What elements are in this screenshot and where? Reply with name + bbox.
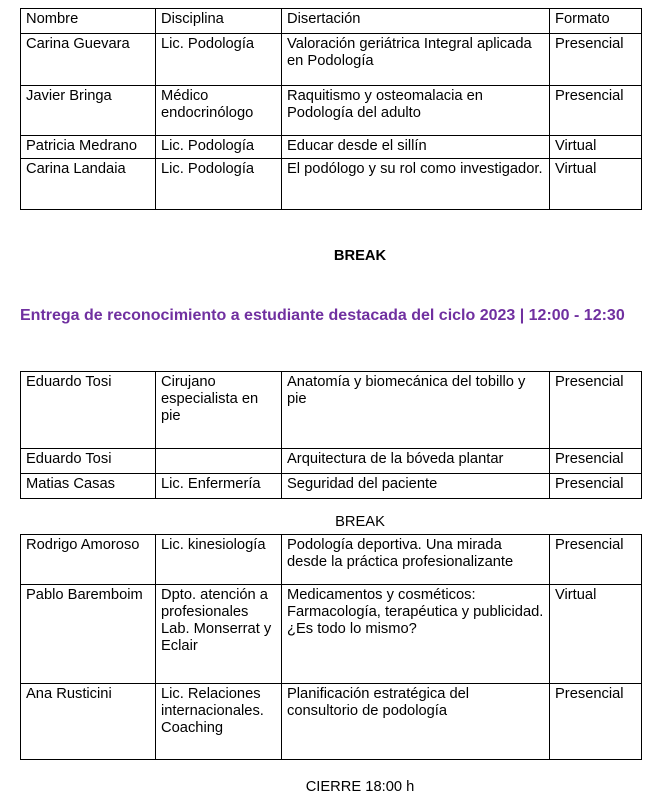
table-row: [21, 136, 642, 159]
award-heading: Entrega de reconocimiento a estudiante destacada del ciclo 2023 | 12:00 - 12:30: [20, 307, 625, 324]
cell-nombre: Rodrigo Amoroso: [21, 535, 156, 585]
table-row: [21, 474, 642, 499]
cell-nombre: Pablo Baremboim: [21, 585, 156, 684]
break-label-mid: BREAK: [335, 514, 385, 530]
cell-disciplina: Lic. Podología: [156, 136, 282, 159]
cell-disciplina: Lic. Podología: [156, 159, 282, 210]
table-row: [21, 34, 642, 86]
cell-nombre: Carina Landaia: [21, 159, 156, 210]
break-label-top: BREAK: [333, 248, 387, 264]
cell-disertacion: Anatomía y biomecánica del tobillo y pie: [282, 372, 550, 449]
table-row: [21, 372, 642, 449]
cell-disertacion: Planificación estratégica del consultorio de podología: [282, 684, 550, 760]
cell-formato: Virtual: [550, 585, 642, 684]
cell-formato: Presencial: [550, 449, 642, 474]
cell-disertacion: Educar desde el sillín: [282, 136, 550, 159]
cell-disertacion: Podología deportiva. Una mirada desde la práctica profesionalizante: [282, 535, 550, 585]
header-disciplina: Disciplina: [156, 9, 282, 34]
cell-formato: Virtual: [550, 159, 642, 210]
cell-nombre: Eduardo Tosi: [21, 449, 156, 474]
cell-nombre: Patricia Medrano: [21, 136, 156, 159]
cell-disciplina: Lic. Enfermería: [156, 474, 282, 499]
cell-disertacion: Valoración geriátrica Integral aplicada en Podología: [282, 34, 550, 86]
cell-formato: Presencial: [550, 535, 642, 585]
cell-disciplina: Cirujano especialista en pie: [156, 372, 282, 449]
cell-disciplina: Lic. kinesiología: [156, 535, 282, 585]
cell-disertacion: El podólogo y su rol como investigador.: [282, 159, 550, 210]
cell-disciplina: Lic. Podología: [156, 34, 282, 86]
table-row: [21, 159, 642, 210]
document-page: [0, 8, 657, 803]
cell-disciplina: Dpto. atención a profesionales Lab. Monserrat y Eclair: [156, 585, 282, 684]
schedule-table-midday: [20, 371, 642, 499]
cell-nombre: Javier Bringa: [21, 86, 156, 136]
cell-disciplina: [156, 449, 282, 474]
cell-formato: Presencial: [550, 34, 642, 86]
table-row: [21, 684, 642, 760]
cell-disertacion: Seguridad del paciente: [282, 474, 550, 499]
cell-disertacion: Arquitectura de la bóveda plantar: [282, 449, 550, 474]
cell-formato: Presencial: [550, 86, 642, 136]
cell-formato: Virtual: [550, 136, 642, 159]
table-row: [21, 449, 642, 474]
closing-label: CIERRE 18:00 h: [305, 779, 415, 795]
cell-formato: Presencial: [550, 684, 642, 760]
cell-formato: Presencial: [550, 474, 642, 499]
cell-nombre: Matias Casas: [21, 474, 156, 499]
header-disertacion: Disertación: [282, 9, 550, 34]
cell-nombre: Carina Guevara: [21, 34, 156, 86]
cell-nombre: Eduardo Tosi: [21, 372, 156, 449]
schedule-table-morning: [20, 8, 642, 210]
table-row: [21, 585, 642, 684]
cell-disertacion: Raquitismo y osteomalacia en Podología del adulto: [282, 86, 550, 136]
header-nombre: Nombre: [21, 9, 156, 34]
cell-disciplina: Médico endocrinólogo: [156, 86, 282, 136]
schedule-table-afternoon: [20, 534, 642, 760]
cell-formato: Presencial: [550, 372, 642, 449]
cell-nombre: Ana Rusticini: [21, 684, 156, 760]
cell-disertacion: Medicamentos y cosméticos: Farmacología, terapéutica y publicidad. ¿Es todo lo mismo?: [282, 585, 550, 684]
table-header-row: [21, 9, 642, 34]
cell-disciplina: Lic. Relaciones internacionales. Coaching: [156, 684, 282, 760]
table-row: [21, 535, 642, 585]
header-formato: Formato: [550, 9, 642, 34]
table-row: [21, 86, 642, 136]
